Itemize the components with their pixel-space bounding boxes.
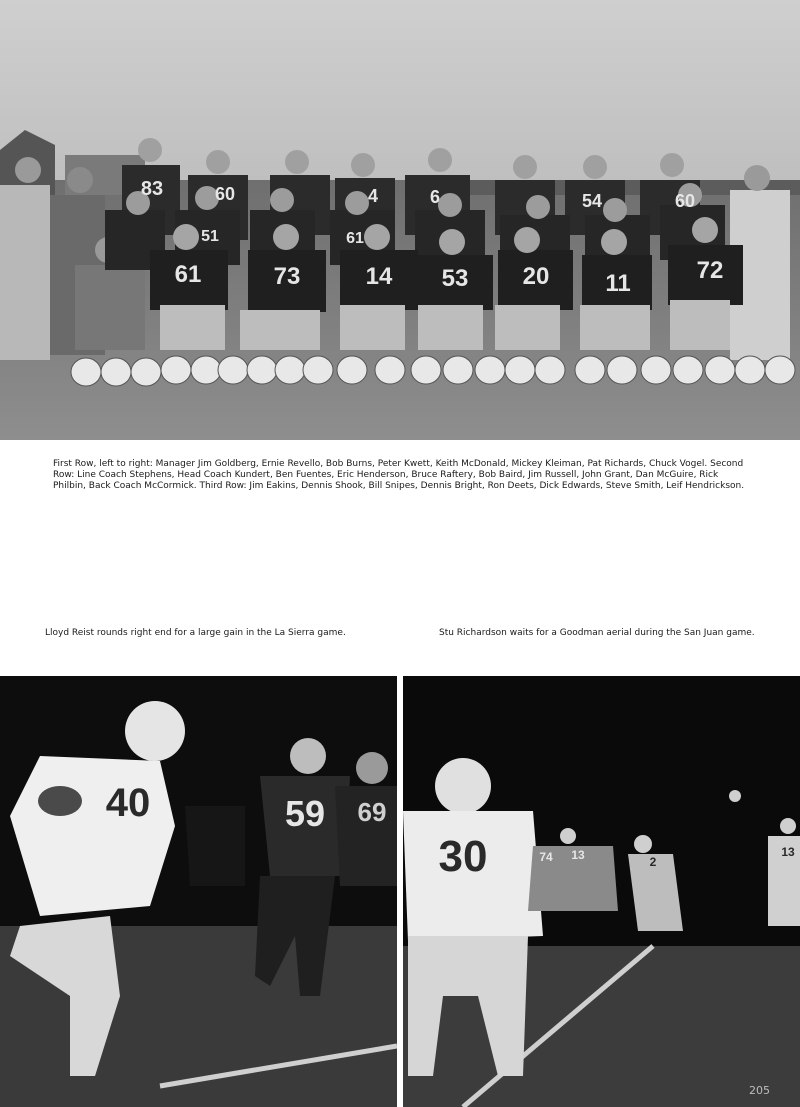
jersey-number: 6 [429, 187, 441, 207]
jersey-number: 13 [781, 845, 795, 859]
action-photo-left [0, 676, 397, 1107]
page-number: 205 [749, 1084, 770, 1097]
jersey-number: 14 [365, 263, 393, 290]
left-photo-caption: Lloyd Reist rounds right end for a large gain in the La Sierra game. [45, 628, 346, 638]
right-photo-caption: Stu Richardson waits for a Goodman aerial during the San Juan game. [439, 628, 755, 638]
jersey-number: 30 [438, 832, 488, 881]
jersey-number: 60 [214, 184, 236, 204]
jersey-number: 4 [367, 186, 379, 206]
jersey-number: 2 [649, 855, 657, 869]
jersey-number: 11 [605, 270, 631, 297]
jersey-number: 74 [539, 850, 553, 864]
jersey-number: 73 [273, 263, 301, 290]
jersey-number: 54 [581, 191, 603, 211]
jersey-number: 61 [346, 230, 364, 247]
jersey-number: 51 [201, 228, 219, 245]
jersey-number: 72 [696, 257, 724, 284]
jersey-number: 83 [140, 178, 164, 200]
jersey-number: 61 [174, 261, 202, 288]
jersey-number: 53 [441, 265, 469, 292]
team-photo [0, 0, 800, 440]
jersey-number: 60 [674, 191, 696, 211]
jersey-number: 13 [571, 848, 585, 862]
team-photo-caption: First Row, left to right: Manager Jim Goldberg, Ernie Revello, Bob Burns, Peter Kwett, Keith McDonald, Mickey Kleiman, Pat Richards, Chuck Vogel. Second Row: Line Coach Stephens, Head Coach Kundert, Ben Fuentes, Eric Henderson, Bruce Raftery, Bob Baird, Jim Russell, John Grant, Dan McGuire, Rick Philbin, Back Coach McCormick. Third Row: Jim Eakins, Dennis Shook, Bill Snipes, Dennis Bright, Ron Deets, Dick Edwards, Steve Smith, Leif Hendrickson. [53, 459, 745, 491]
jersey-number: 69 [357, 797, 387, 827]
jersey-number: 40 [105, 781, 151, 825]
action-photo-right [403, 676, 800, 1107]
jersey-number: 20 [522, 263, 550, 290]
jersey-number: 59 [284, 793, 326, 834]
